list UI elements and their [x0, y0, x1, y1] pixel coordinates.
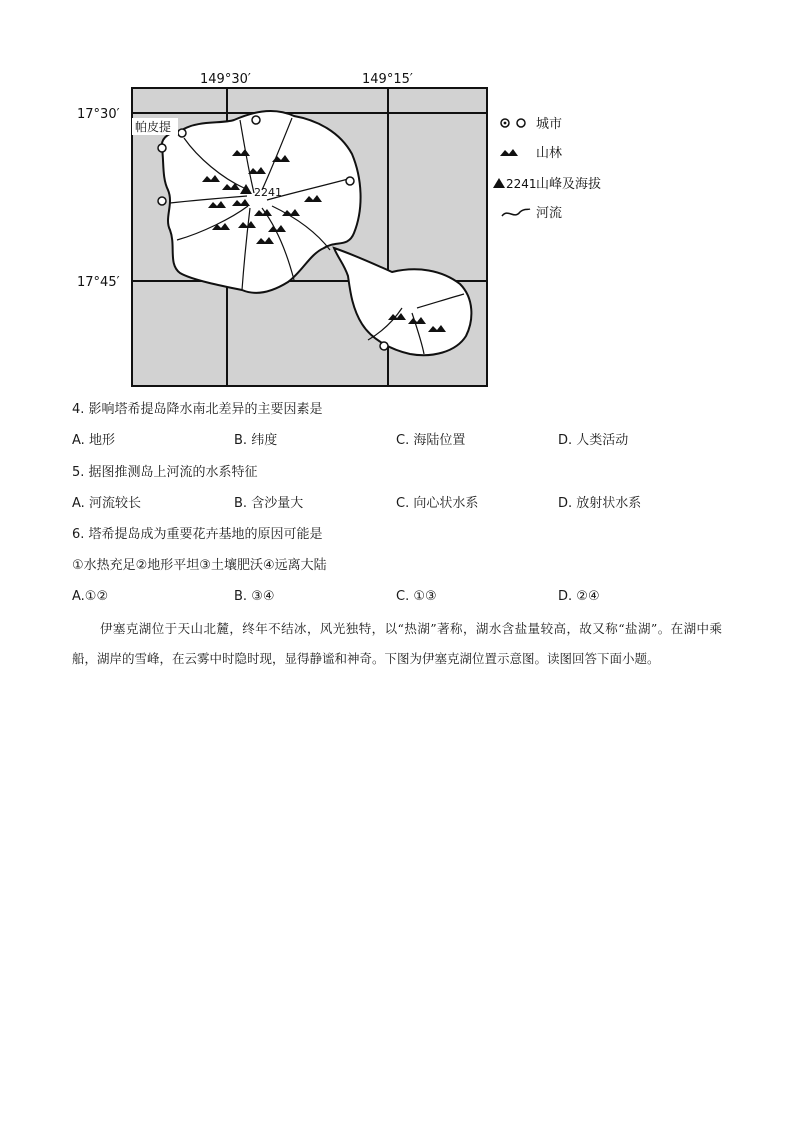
legend-label-city: 城市 — [536, 117, 563, 132]
option-letter: C. — [396, 589, 410, 604]
option-letter: A. — [72, 589, 85, 604]
q4-option-b[interactable] — [234, 432, 277, 450]
option-letter: B. — [234, 433, 248, 448]
option-letter: C. — [396, 496, 410, 511]
option-text: 向心状水系 — [413, 496, 479, 511]
question-5-stem: 5. 据图推测岛上河流的水系特征 — [72, 465, 258, 480]
option-text: ①② — [84, 589, 109, 604]
legend — [493, 117, 601, 221]
legend-label-peak: 山峰及海拔 — [536, 177, 602, 192]
option-text: 地形 — [88, 433, 115, 448]
legend-river-icon — [502, 209, 530, 216]
q5-option-c[interactable] — [396, 495, 478, 513]
legend-label-river: 河流 — [536, 206, 563, 221]
q6-option-d[interactable] — [558, 588, 600, 606]
city-label-papeete: 帕皮提 — [135, 120, 172, 134]
reading-passage: 伊塞克湖位于天山北麓，终年不结冰，风光独特，以“热湖”著称，湖水含盐量较高，故又称“盐湖”。在湖中乘船，湖岸的雪峰，在云雾中时隐时现，显得静谧和神奇。下图为伊塞克湖位置示意图。读图回答下面小题。 — [72, 621, 722, 666]
option-text: ①③ — [413, 589, 437, 604]
option-letter: D. — [558, 589, 573, 604]
city-icon — [252, 116, 260, 124]
option-letter: B. — [234, 589, 248, 604]
option-text: 海陆位置 — [413, 433, 466, 448]
option-letter: D. — [558, 433, 573, 448]
lon-label-149-15: 149°15′ — [362, 72, 413, 87]
option-letter: C. — [396, 433, 410, 448]
q5-option-d[interactable] — [558, 495, 641, 513]
legend-city-icon — [517, 119, 525, 127]
option-text: 河流较长 — [88, 496, 141, 511]
q4-option-a[interactable] — [72, 432, 115, 450]
city-icon — [158, 197, 166, 205]
q5-option-b[interactable] — [234, 495, 303, 513]
q6-option-c[interactable] — [396, 588, 437, 606]
q4-option-c[interactable] — [396, 432, 465, 450]
legend-city-icon-capital-dot — [504, 122, 507, 125]
q6-option-b[interactable] — [234, 588, 275, 606]
city-icon — [346, 177, 354, 185]
q4-option-d[interactable] — [558, 432, 628, 450]
question-6-stem: 6. 塔希提岛成为重要花卉基地的原因可能是 — [72, 527, 323, 542]
tahiti-map — [72, 58, 622, 394]
option-letter: D. — [558, 496, 573, 511]
lat-label-17-45: 17°45′ — [77, 275, 120, 290]
option-letter: B. — [234, 496, 248, 511]
lat-label-17-30: 17°30′ — [77, 107, 120, 122]
option-letter: A. — [72, 433, 85, 448]
option-text: 人类活动 — [576, 433, 629, 448]
option-text: 含沙量大 — [251, 496, 304, 511]
q5-option-a[interactable] — [72, 495, 141, 513]
question-6-conditions: ①水热充足②地形平坦③土壤肥沃④远离大陆 — [72, 558, 327, 573]
option-text: ③④ — [251, 589, 275, 604]
legend-peak-icon — [493, 178, 505, 188]
option-letter: A. — [72, 496, 85, 511]
option-text: ②④ — [576, 589, 600, 604]
q6-option-a[interactable] — [72, 588, 108, 606]
city-icon — [380, 342, 388, 350]
peak-elevation-label: 2241 — [254, 186, 282, 199]
option-text: 纬度 — [251, 433, 278, 448]
legend-peak-prefix: 2241 — [506, 177, 537, 191]
question-4-stem: 4. 影响塔希提岛降水南北差异的主要因素是 — [72, 402, 323, 417]
city-icon — [178, 129, 186, 137]
option-text: 放射状水系 — [576, 496, 642, 511]
legend-forest-icon — [500, 149, 518, 156]
legend-label-forest: 山林 — [536, 146, 563, 161]
lon-label-149-30: 149°30′ — [200, 72, 251, 87]
city-icon — [158, 144, 166, 152]
